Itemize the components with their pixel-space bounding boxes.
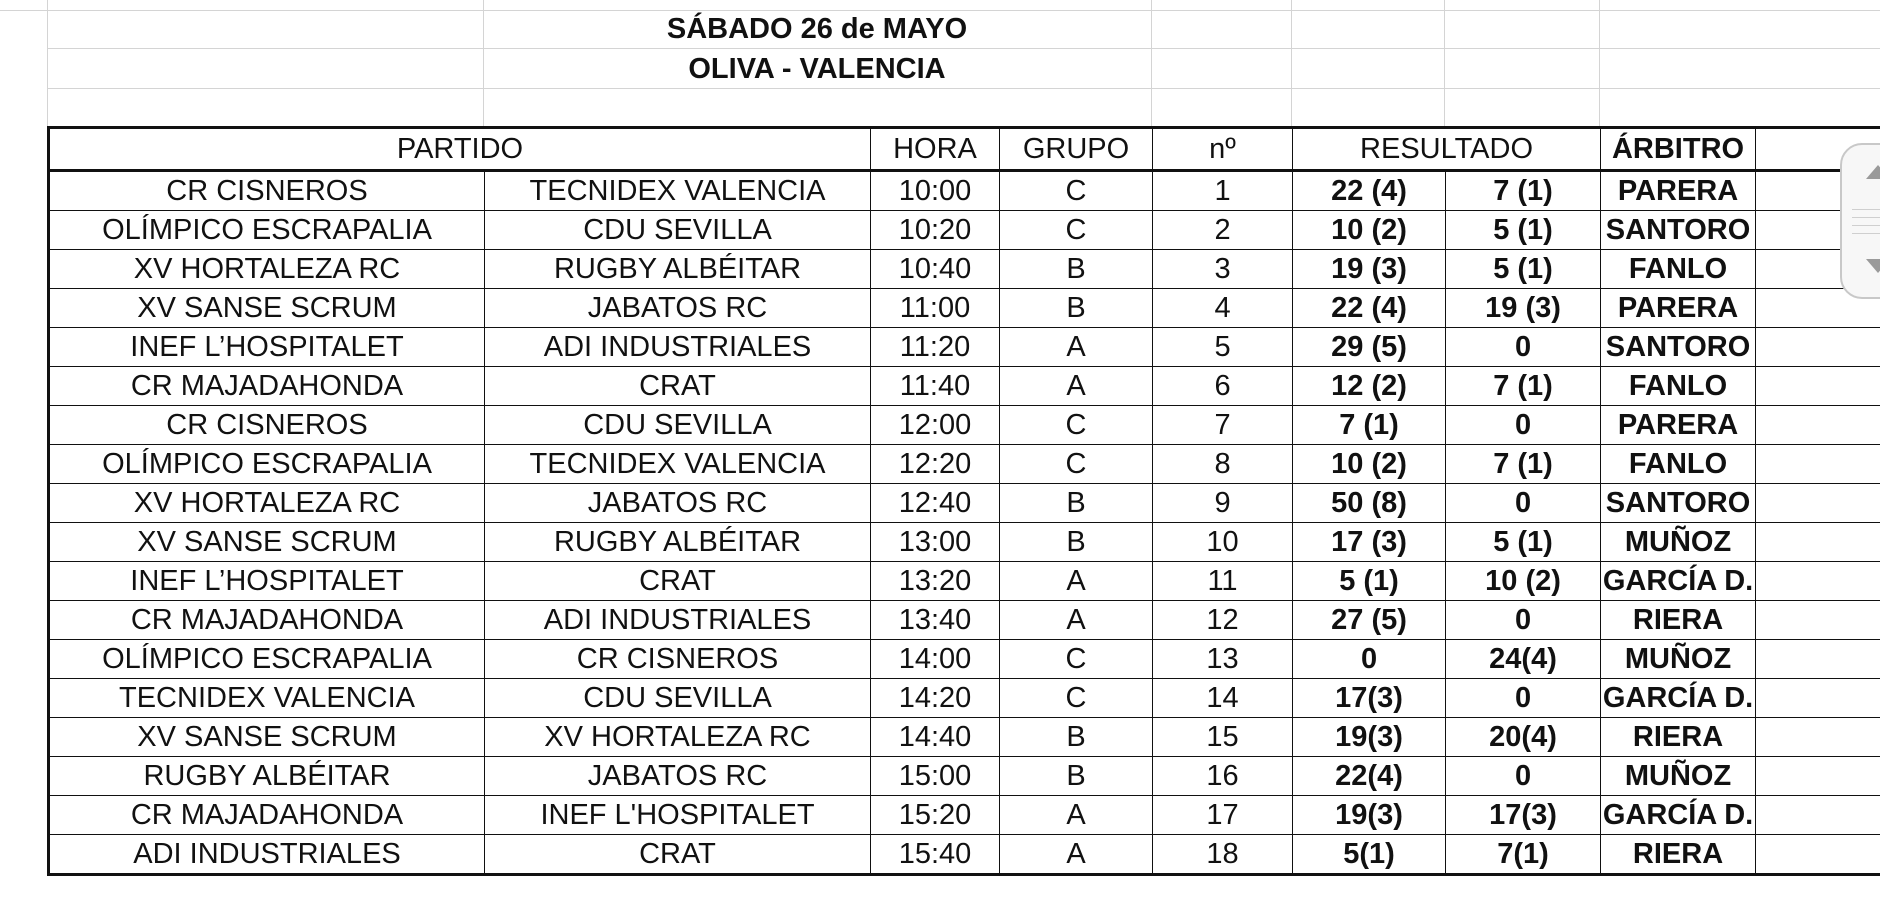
cell-arbitro[interactable]: PARERA — [1601, 406, 1756, 445]
cell-away-team[interactable]: CDU SEVILLA — [485, 679, 871, 718]
cell-score-away[interactable]: 0 — [1446, 328, 1601, 367]
cell-arbitro[interactable]: FANLO — [1601, 445, 1756, 484]
cell-numero[interactable]: 18 — [1153, 835, 1293, 875]
cell-score-home[interactable]: 29 (5) — [1293, 328, 1446, 367]
cell-hora[interactable]: 14:40 — [871, 718, 1000, 757]
cell-blank[interactable] — [1756, 484, 1880, 523]
cell-grupo[interactable]: A — [1000, 796, 1153, 835]
cell-blank[interactable] — [1756, 562, 1880, 601]
cell-score-home[interactable]: 22(4) — [1293, 757, 1446, 796]
cell-home-team[interactable]: ADI INDUSTRIALES — [49, 835, 485, 875]
cell-hora[interactable]: 14:20 — [871, 679, 1000, 718]
table-row — [49, 171, 1880, 211]
table-row — [49, 718, 1880, 757]
schedule-rows — [49, 171, 1880, 875]
cell-home-team[interactable]: OLÍMPICO ESCRAPALIA — [49, 640, 485, 679]
cell-hora[interactable]: 12:00 — [871, 406, 1000, 445]
cell-numero[interactable]: 1 — [1153, 171, 1293, 211]
cell-score-away[interactable]: 20(4) — [1446, 718, 1601, 757]
page-title-date: SÁBADO 26 de MAYO — [666, 13, 968, 45]
cell-numero[interactable]: 7 — [1153, 406, 1293, 445]
cell-score-home[interactable]: 17 (3) — [1293, 523, 1446, 562]
cell-score-away[interactable]: 0 — [1446, 406, 1601, 445]
cell-home-team[interactable]: INEF L’HOSPITALET — [49, 562, 485, 601]
cell-score-home[interactable]: 10 (2) — [1293, 445, 1446, 484]
cell-arbitro[interactable]: FANLO — [1601, 367, 1756, 406]
column-header-arbitro[interactable]: ÁRBITRO — [1601, 128, 1756, 171]
cell-grupo[interactable]: B — [1000, 718, 1153, 757]
table-row — [49, 484, 1880, 523]
cell-numero[interactable]: 16 — [1153, 757, 1293, 796]
cell-numero[interactable]: 12 — [1153, 601, 1293, 640]
cell-hora[interactable]: 10:00 — [871, 171, 1000, 211]
cell-score-home[interactable]: 0 — [1293, 640, 1446, 679]
cell-arbitro[interactable]: PARERA — [1601, 171, 1756, 211]
cell-blank[interactable] — [1756, 757, 1880, 796]
column-header-hora[interactable]: HORA — [871, 128, 1000, 171]
cell-score-home[interactable]: 5(1) — [1293, 835, 1446, 875]
cell-grupo[interactable]: B — [1000, 289, 1153, 328]
column-header-grupo[interactable]: GRUPO — [1000, 128, 1153, 171]
cell-blank[interactable] — [1756, 406, 1880, 445]
table-row — [49, 679, 1880, 718]
cell-score-away[interactable]: 24(4) — [1446, 640, 1601, 679]
cell-arbitro[interactable]: RIERA — [1601, 718, 1756, 757]
cell-hora[interactable]: 10:20 — [871, 211, 1000, 250]
cell-score-away[interactable]: 0 — [1446, 601, 1601, 640]
cell-score-home[interactable]: 19(3) — [1293, 796, 1446, 835]
cell-score-away[interactable]: 5 (1) — [1446, 250, 1601, 289]
cell-grupo[interactable]: A — [1000, 601, 1153, 640]
cell-arbitro[interactable]: SANTORO — [1601, 211, 1756, 250]
cell-away-team[interactable]: ADI INDUSTRIALES — [485, 601, 871, 640]
cell-numero[interactable]: 2 — [1153, 211, 1293, 250]
table-row — [49, 289, 1880, 328]
cell-hora[interactable]: 12:20 — [871, 445, 1000, 484]
cell-arbitro[interactable]: SANTORO — [1601, 328, 1756, 367]
cell-away-team[interactable]: XV HORTALEZA RC — [485, 718, 871, 757]
cell-numero[interactable]: 13 — [1153, 640, 1293, 679]
table-header-row — [49, 128, 1880, 171]
cell-home-team[interactable]: CR MAJADAHONDA — [49, 367, 485, 406]
table-row — [49, 757, 1880, 796]
cell-home-team[interactable]: OLÍMPICO ESCRAPALIA — [49, 211, 485, 250]
table-row — [49, 367, 1880, 406]
cell-home-team[interactable]: TECNIDEX VALENCIA — [49, 679, 485, 718]
cell-score-home[interactable]: 50 (8) — [1293, 484, 1446, 523]
cell-score-away[interactable]: 0 — [1446, 484, 1601, 523]
cell-score-away[interactable]: 5 (1) — [1446, 211, 1601, 250]
table-row — [49, 601, 1880, 640]
cell-score-away[interactable]: 17(3) — [1446, 796, 1601, 835]
cell-numero[interactable]: 9 — [1153, 484, 1293, 523]
cell-home-team[interactable]: CR CISNEROS — [49, 406, 485, 445]
table-row — [49, 211, 1880, 250]
cell-score-home[interactable]: 12 (2) — [1293, 367, 1446, 406]
cell-numero[interactable]: 3 — [1153, 250, 1293, 289]
cell-arbitro[interactable]: MUÑOZ — [1601, 640, 1756, 679]
cell-grupo[interactable]: A — [1000, 562, 1153, 601]
cell-away-team[interactable]: RUGBY ALBÉITAR — [485, 523, 871, 562]
column-header-numero[interactable]: nº — [1153, 128, 1293, 171]
cell-grupo[interactable]: B — [1000, 757, 1153, 796]
cell-score-home[interactable]: 19(3) — [1293, 718, 1446, 757]
cell-numero[interactable]: 11 — [1153, 562, 1293, 601]
cell-blank[interactable] — [1756, 601, 1880, 640]
cell-home-team[interactable]: RUGBY ALBÉITAR — [49, 757, 485, 796]
column-header-partido[interactable]: PARTIDO — [49, 128, 871, 171]
cell-away-team[interactable]: CDU SEVILLA — [485, 406, 871, 445]
cell-blank[interactable] — [1756, 367, 1880, 406]
cell-hora[interactable]: 15:00 — [871, 757, 1000, 796]
cell-arbitro[interactable]: RIERA — [1601, 601, 1756, 640]
cell-arbitro[interactable]: FANLO — [1601, 250, 1756, 289]
cell-blank[interactable] — [1756, 835, 1880, 875]
cell-hora[interactable]: 14:00 — [871, 640, 1000, 679]
cell-away-team[interactable]: CDU SEVILLA — [485, 211, 871, 250]
cell-away-team[interactable]: JABATOS RC — [485, 289, 871, 328]
cell-blank[interactable] — [1756, 523, 1880, 562]
cell-score-away[interactable]: 0 — [1446, 757, 1601, 796]
cell-grupo[interactable]: A — [1000, 367, 1153, 406]
cell-hora[interactable]: 11:20 — [871, 328, 1000, 367]
cell-grupo[interactable]: A — [1000, 835, 1153, 875]
cell-home-team[interactable]: XV SANSE SCRUM — [49, 718, 485, 757]
cell-grupo[interactable]: C — [1000, 640, 1153, 679]
table-row — [49, 406, 1880, 445]
cell-score-home[interactable]: 17(3) — [1293, 679, 1446, 718]
arrow-down-icon[interactable] — [1866, 259, 1880, 273]
cell-home-team[interactable]: XV SANSE SCRUM — [49, 289, 485, 328]
cell-score-away[interactable]: 0 — [1446, 679, 1601, 718]
table-row — [49, 328, 1880, 367]
table-row — [49, 445, 1880, 484]
cell-grupo[interactable]: B — [1000, 484, 1153, 523]
cell-home-team[interactable]: XV HORTALEZA RC — [49, 484, 485, 523]
cell-grupo[interactable]: B — [1000, 523, 1153, 562]
cell-away-team[interactable]: TECNIDEX VALENCIA — [485, 171, 871, 211]
cell-away-team[interactable]: RUGBY ALBÉITAR — [485, 250, 871, 289]
cell-hora[interactable]: 11:40 — [871, 367, 1000, 406]
cell-score-away[interactable]: 5 (1) — [1446, 523, 1601, 562]
cell-blank[interactable] — [1756, 328, 1880, 367]
cell-grupo[interactable]: B — [1000, 250, 1153, 289]
table-row — [49, 835, 1880, 875]
cell-grupo[interactable]: C — [1000, 445, 1153, 484]
cell-hora[interactable]: 11:00 — [871, 289, 1000, 328]
table-row — [49, 250, 1880, 289]
cell-home-team[interactable]: CR MAJADAHONDA — [49, 796, 485, 835]
column-header-resultado[interactable]: RESULTADO — [1293, 128, 1601, 171]
cell-arbitro[interactable]: GARCÍA D. — [1601, 679, 1756, 718]
cell-hora[interactable]: 12:40 — [871, 484, 1000, 523]
cell-score-away[interactable]: 7 (1) — [1446, 445, 1601, 484]
cell-numero[interactable]: 17 — [1153, 796, 1293, 835]
cell-away-team[interactable]: CR CISNEROS — [485, 640, 871, 679]
cell-away-team[interactable]: CRAT — [485, 367, 871, 406]
cell-score-away[interactable]: 7 (1) — [1446, 367, 1601, 406]
table-row — [49, 640, 1880, 679]
cell-arbitro[interactable]: MUÑOZ — [1601, 757, 1756, 796]
cell-numero[interactable]: 15 — [1153, 718, 1293, 757]
cell-grupo[interactable]: C — [1000, 679, 1153, 718]
cell-score-home[interactable]: 22 (4) — [1293, 289, 1446, 328]
cell-score-home[interactable]: 7 (1) — [1293, 406, 1446, 445]
cell-away-team[interactable]: TECNIDEX VALENCIA — [485, 445, 871, 484]
cell-grupo[interactable]: C — [1000, 211, 1153, 250]
cell-blank[interactable] — [1756, 796, 1880, 835]
cell-away-team[interactable]: JABATOS RC — [485, 757, 871, 796]
cell-score-home[interactable]: 22 (4) — [1293, 171, 1446, 211]
cell-arbitro[interactable]: SANTORO — [1601, 484, 1756, 523]
cell-arbitro[interactable]: RIERA — [1601, 835, 1756, 875]
cell-away-team[interactable]: ADI INDUSTRIALES — [485, 328, 871, 367]
cell-arbitro[interactable]: GARCÍA D. — [1601, 796, 1756, 835]
cell-score-away[interactable]: 10 (2) — [1446, 562, 1601, 601]
cell-home-team[interactable]: INEF L’HOSPITALET — [49, 328, 485, 367]
cell-arbitro[interactable]: MUÑOZ — [1601, 523, 1756, 562]
cell-hora[interactable]: 13:20 — [871, 562, 1000, 601]
cell-numero[interactable]: 6 — [1153, 367, 1293, 406]
cell-numero[interactable]: 8 — [1153, 445, 1293, 484]
cell-numero[interactable]: 5 — [1153, 328, 1293, 367]
cell-home-team[interactable]: CR MAJADAHONDA — [49, 601, 485, 640]
cell-home-team[interactable]: XV SANSE SCRUM — [49, 523, 485, 562]
cell-grupo[interactable]: C — [1000, 171, 1153, 211]
table-row — [49, 523, 1880, 562]
cell-score-home[interactable]: 5 (1) — [1293, 562, 1446, 601]
cell-hora[interactable]: 13:40 — [871, 601, 1000, 640]
cell-score-home[interactable]: 27 (5) — [1293, 601, 1446, 640]
cell-hora[interactable]: 13:00 — [871, 523, 1000, 562]
cell-score-home[interactable]: 10 (2) — [1293, 211, 1446, 250]
cell-numero[interactable]: 10 — [1153, 523, 1293, 562]
cell-grupo[interactable]: A — [1000, 328, 1153, 367]
cell-home-team[interactable]: OLÍMPICO ESCRAPALIA — [49, 445, 485, 484]
table-row — [49, 562, 1880, 601]
cell-score-away[interactable]: 7 (1) — [1446, 171, 1601, 211]
cell-away-team[interactable]: INEF L'HOSPITALET — [485, 796, 871, 835]
cell-blank[interactable] — [1756, 445, 1880, 484]
scroll-widget[interactable] — [1840, 143, 1880, 299]
cell-away-team[interactable]: CRAT — [485, 835, 871, 875]
schedule-table — [47, 126, 1880, 876]
cell-hora[interactable]: 10:40 — [871, 250, 1000, 289]
cell-home-team[interactable]: XV HORTALEZA RC — [49, 250, 485, 289]
cell-score-home[interactable]: 19 (3) — [1293, 250, 1446, 289]
cell-arbitro[interactable]: GARCÍA D. — [1601, 562, 1756, 601]
cell-score-away[interactable]: 19 (3) — [1446, 289, 1601, 328]
cell-grupo[interactable]: C — [1000, 406, 1153, 445]
cell-home-team[interactable]: CR CISNEROS — [49, 171, 485, 211]
cell-arbitro[interactable]: PARERA — [1601, 289, 1756, 328]
cell-blank[interactable] — [1756, 718, 1880, 757]
page-title-venue: OLIVA - VALENCIA — [688, 53, 946, 85]
cell-hora[interactable]: 15:20 — [871, 796, 1000, 835]
arrow-up-icon[interactable] — [1866, 165, 1880, 179]
table-row — [49, 796, 1880, 835]
cell-blank[interactable] — [1756, 640, 1880, 679]
cell-away-team[interactable]: CRAT — [485, 562, 871, 601]
cell-away-team[interactable]: JABATOS RC — [485, 484, 871, 523]
cell-hora[interactable]: 15:40 — [871, 835, 1000, 875]
cell-blank[interactable] — [1756, 679, 1880, 718]
cell-score-away[interactable]: 7(1) — [1446, 835, 1601, 875]
cell-numero[interactable]: 14 — [1153, 679, 1293, 718]
cell-numero[interactable]: 4 — [1153, 289, 1293, 328]
